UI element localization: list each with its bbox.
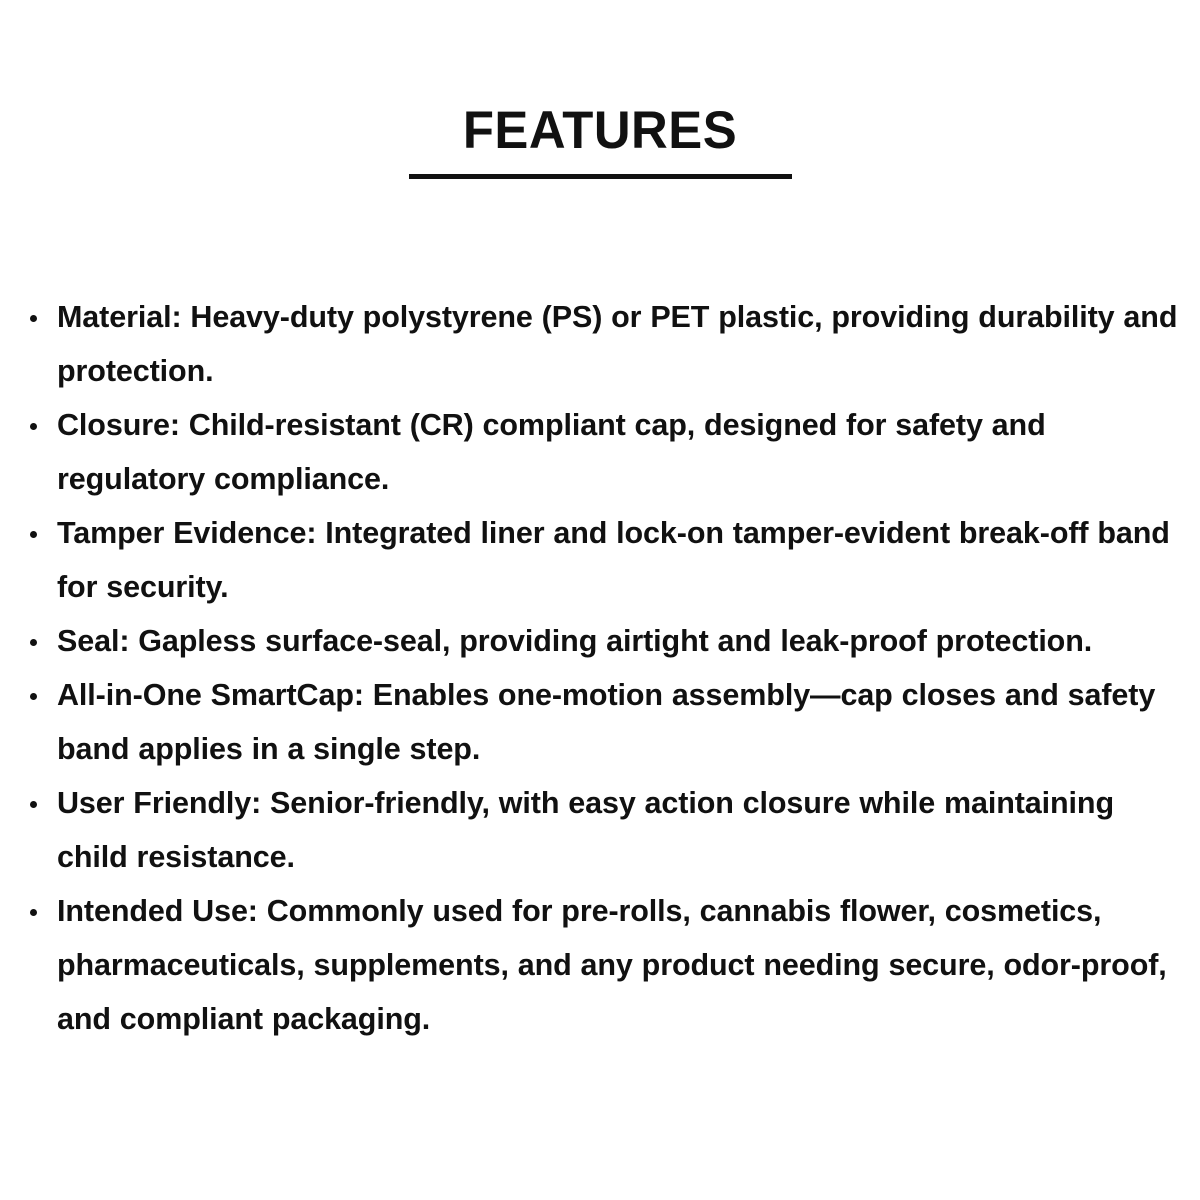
list-item-text: All-in-One SmartCap: Enables one-motion assembly—cap closes and safety band applies in a single step. (57, 678, 1156, 766)
list-item-text: Seal: Gapless surface-seal, providing airtight and leak-proof protection. (57, 624, 1093, 658)
list-item-text: Closure: Child-resistant (CR) compliant cap, designed for safety and regulatory compliance. (57, 408, 1046, 496)
bullet-dot-icon (30, 801, 37, 808)
title-underline-rule (409, 174, 792, 179)
bullet-dot-icon (30, 531, 37, 538)
title-block (0, 101, 1200, 160)
list-item (0, 290, 1200, 398)
page-title: FEATURES (462, 101, 738, 160)
bullet-dot-icon (30, 315, 37, 322)
list-item (0, 614, 1200, 668)
bullet-dot-icon (30, 909, 37, 916)
bullet-dot-icon (30, 693, 37, 700)
bullet-dot-icon (30, 639, 37, 646)
feature-list (0, 290, 1200, 1046)
list-item-text: Tamper Evidence: Integrated liner and lock-on tamper-evident break-off band for security. (57, 516, 1170, 604)
list-item (0, 884, 1200, 1046)
list-item (0, 398, 1200, 506)
list-item (0, 506, 1200, 614)
list-item (0, 668, 1200, 776)
list-item-text: User Friendly: Senior-friendly, with easy action closure while maintaining child resistance. (57, 786, 1114, 874)
bullet-dot-icon (30, 423, 37, 430)
list-item (0, 776, 1200, 884)
list-item-text: Material: Heavy-duty polystyrene (PS) or PET plastic, providing durability and protection. (57, 300, 1178, 388)
list-item-text: Intended Use: Commonly used for pre-rolls, cannabis flower, cosmetics, pharmaceuticals, supplements, and any product needing secure, odor-proof, and compliant packaging. (57, 894, 1167, 1036)
